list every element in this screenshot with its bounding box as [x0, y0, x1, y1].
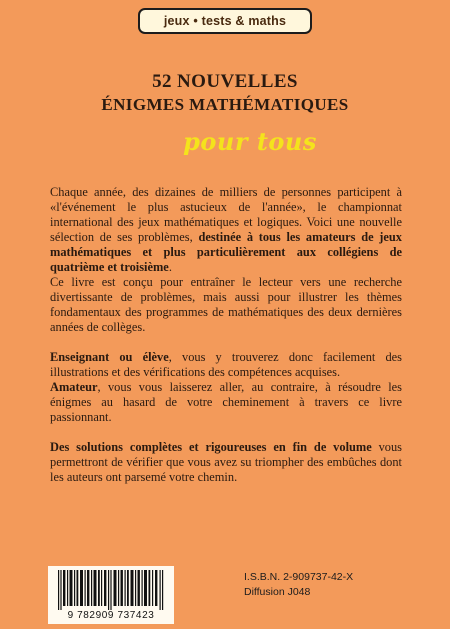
barcode-digits: 9 782909 737423 — [67, 610, 155, 621]
paragraph-intro — [50, 185, 402, 275]
intro-end: . — [168, 260, 172, 274]
distribution-code: Diffusion J048 — [244, 586, 311, 598]
amateur-text: , vous vous laisserez aller, au contraire, à résoudre les énigmes au hasard de votre cheminement à travers ce livre passionnant. — [50, 380, 402, 424]
solutions-text: vous permettront de vérifier que vous avez su triompher des embûches dont les auteurs ont parsemé votre chemin. — [50, 440, 402, 484]
intro-highlight: destinée à tous les amateurs de jeux mathématiques et plus particulièrement aux collégiens de quatrième et troisième — [50, 230, 403, 274]
paragraph-teacher — [50, 350, 402, 380]
teacher-highlight: Enseignant ou élève — [50, 350, 169, 364]
solutions-highlight: Des solutions complètes et rigoureuses en fin de volume — [50, 440, 372, 454]
barcode-bars — [58, 570, 164, 610]
barcode — [48, 566, 174, 624]
series-badge — [138, 8, 312, 34]
intro-text: Chaque année, des dizaines de milliers de personnes participent à «l'événement le plus astucieux de l'année», le championnat international des jeux mathématiques et logiques. Voici une nouvelle sélection de ses problèmes, — [50, 185, 402, 244]
back-cover-text — [50, 185, 402, 485]
amateur-highlight: Amateur — [50, 380, 98, 394]
title-line-2: ÉNIGMES MATHÉMATIQUES — [101, 95, 349, 114]
paragraph-solutions — [50, 440, 402, 485]
isbn-number: I.S.B.N. 2-909737-42-X — [244, 571, 354, 583]
isbn-info — [244, 570, 353, 600]
series-badge-label: jeux • tests & maths — [163, 14, 287, 28]
teacher-text: , vous y trouverez donc facilement des illustrations et des vérifications des compétences acquises. — [50, 350, 402, 379]
title-line-1: 52 NOUVELLES — [152, 71, 298, 92]
paragraph-purpose: Ce livre est conçu pour entraîner le lecteur vers une recherche divertissante de problèmes, mais aussi pour illustrer les thèmes fondamentaux des programmes de mathématiques des deux dernières années de collèges. — [50, 275, 402, 334]
title-block — [0, 70, 450, 116]
subtitle: pour tous — [183, 127, 317, 156]
paragraph-amateur — [50, 380, 402, 425]
